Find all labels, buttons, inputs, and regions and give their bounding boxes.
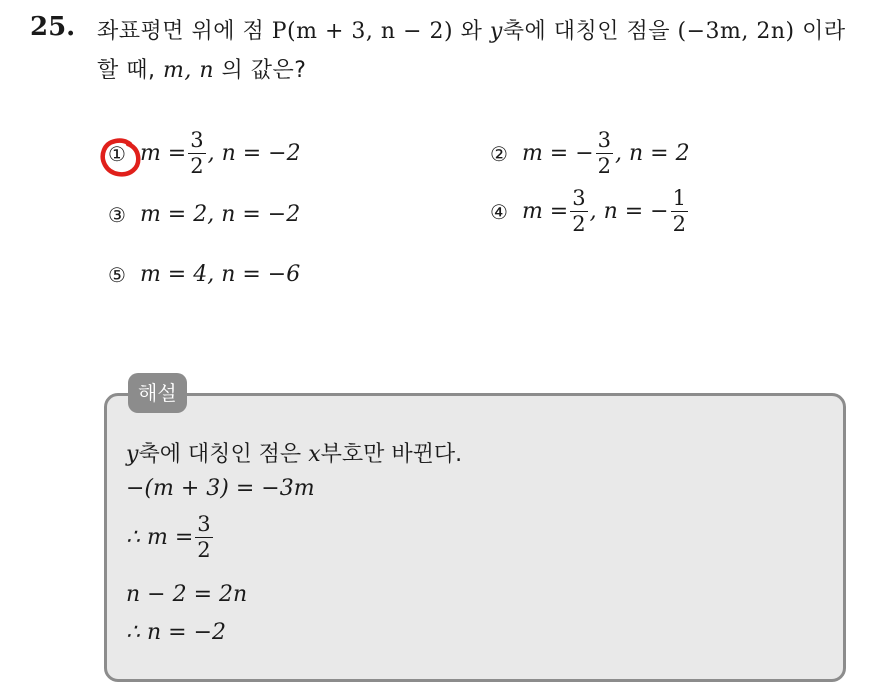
solution-text: ∴ m = <box>126 525 194 550</box>
solution-tag: 해설 <box>128 373 187 413</box>
solution-line-2: −(m + 3) = −3m <box>126 476 315 501</box>
choice-4[interactable] <box>490 188 690 235</box>
choice-text: m = <box>139 141 187 166</box>
fraction <box>596 130 613 177</box>
answer-circle-icon <box>100 138 142 178</box>
choice-mark: ② <box>490 141 508 166</box>
question-text: 의 값은? <box>214 58 307 83</box>
fraction <box>188 130 205 177</box>
question-text: 축에 대칭인 점을 <box>502 19 678 44</box>
solution-line-3 <box>126 514 215 561</box>
fraction <box>671 188 688 235</box>
numerator: 3 <box>190 128 204 152</box>
numerator: 3 <box>572 186 586 210</box>
choice-3[interactable] <box>108 202 300 227</box>
solution-text: 부호만 바뀐다. <box>320 442 463 467</box>
choice-text: m = 4, n = −6 <box>139 262 301 287</box>
question-text: 와 <box>453 19 490 44</box>
choice-text: , n = − <box>589 199 669 224</box>
choice-mark: ③ <box>108 202 126 227</box>
denominator: 2 <box>197 538 211 562</box>
choice-mark: ⑤ <box>108 262 126 287</box>
choice-2[interactable] <box>490 130 690 177</box>
vars-mn: m, n <box>162 58 215 83</box>
choice-text: m = 2, n = −2 <box>139 202 301 227</box>
var-y: y <box>489 19 503 44</box>
fraction <box>195 514 212 561</box>
choice-mark: ④ <box>490 199 508 224</box>
solution-line-1 <box>126 437 462 468</box>
point-symmetric: (−3m, 2n) <box>677 19 795 44</box>
solution-text: 축에 대칭인 점은 <box>138 442 309 467</box>
question-text: 좌표평면 위에 점 <box>97 19 272 44</box>
var-y: y <box>126 442 139 467</box>
var-x: x <box>308 442 321 467</box>
denominator: 2 <box>572 212 586 236</box>
fraction <box>570 188 587 235</box>
denominator: 2 <box>672 212 686 236</box>
choice-text: m = − <box>521 141 594 166</box>
choice-text: m = <box>521 199 569 224</box>
denominator: 2 <box>597 154 612 178</box>
question-line-1 <box>97 14 846 45</box>
question-text: 이라 <box>794 19 846 44</box>
numerator: 3 <box>197 512 211 536</box>
numerator: 1 <box>672 186 686 210</box>
question-text: 할 때, <box>97 58 163 83</box>
choice-text: , n = 2 <box>615 141 690 166</box>
choice-5[interactable] <box>108 262 300 287</box>
question-line-2 <box>97 53 306 84</box>
question-number: 25. <box>30 12 76 42</box>
point-p: P(m + 3, n − 2) <box>271 19 454 44</box>
numerator: 3 <box>597 128 612 152</box>
choice-mark: ① <box>108 141 126 166</box>
solution-line-5: ∴ n = −2 <box>126 620 227 645</box>
solution-line-4: n − 2 = 2n <box>126 582 248 607</box>
choice-text: , n = −2 <box>207 141 301 166</box>
denominator: 2 <box>190 154 204 178</box>
